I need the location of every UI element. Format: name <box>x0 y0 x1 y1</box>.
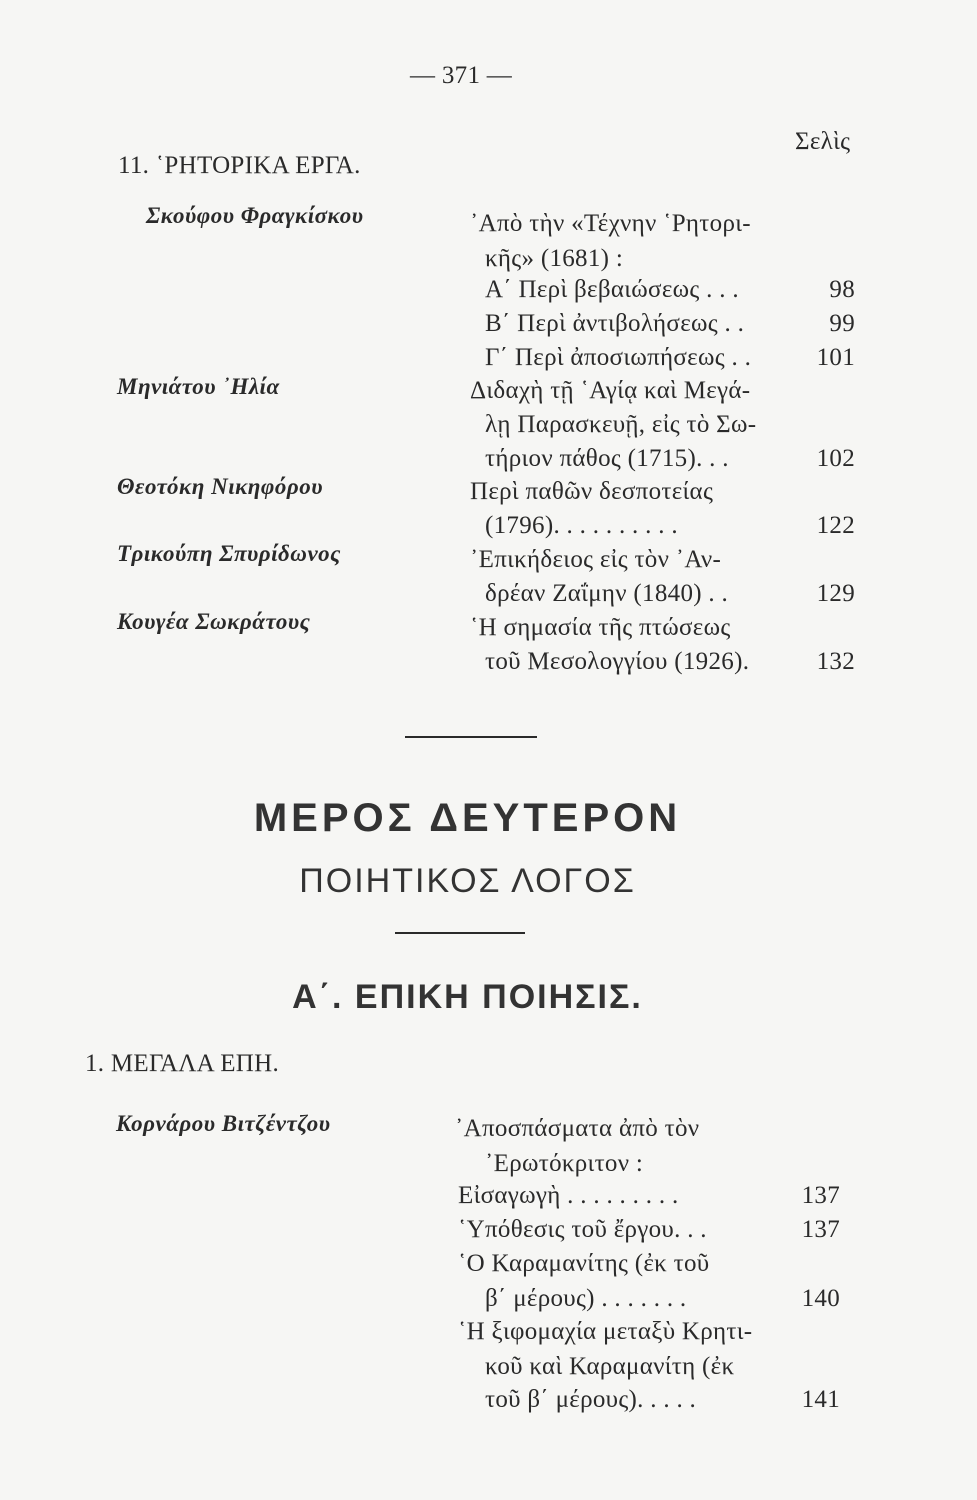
title-line: β΄ μέρους) . . . . . . . <box>485 1285 687 1312</box>
title-line: ᾿Επικήδειος εἰς τὸν ᾿Αν- <box>470 546 722 573</box>
page-ref: 129 <box>816 580 855 607</box>
page-ref: 102 <box>816 445 855 472</box>
author-name: Τρικούπη Σπυρίδωνος <box>117 541 341 566</box>
column-label: Σελὶς <box>795 128 851 155</box>
divider <box>395 932 525 934</box>
divider <box>405 736 537 738</box>
title-line: τήριον πάθος (1715). . . <box>485 445 729 472</box>
title-line: ᾿Απὸ τὴν «Τέχνην ῾Ρητορι- <box>470 210 751 237</box>
title-line: Εἰσαγωγὴ . . . . . . . . . <box>458 1182 679 1209</box>
title-line: κῆς» (1681) : <box>485 245 624 272</box>
title-line: ᾿Αποσπάσματα ἀπὸ τὸν <box>455 1115 700 1142</box>
page-ref: 101 <box>816 344 855 371</box>
part-subtitle: ΠΟΙΗΤΙΚΟΣ ΛΟΓΟΣ <box>299 862 636 900</box>
title-line: (1796). . . . . . . . . . <box>485 512 678 539</box>
part-title: ΜΕΡΟΣ ΔΕΥΤΕΡΟΝ <box>253 796 682 840</box>
page-ref: 122 <box>816 512 855 539</box>
title-line: τοῦ β΄ μέρους). . . . . <box>485 1386 697 1413</box>
page-ref: 137 <box>801 1182 840 1209</box>
title-line: ῾Υπόθεσις τοῦ ἔργου. . . <box>458 1216 707 1243</box>
chapter-title: Α΄. ΕΠΙΚΗ ΠΟΙΗΣΙΣ. <box>292 978 643 1016</box>
title-line: κοῦ καὶ Καραμανίτη (ἐκ <box>485 1353 735 1380</box>
author-name: Θεοτόκη Νικηφόρου <box>117 474 323 499</box>
page-number: — 371 — <box>410 62 513 89</box>
title-line: ῾Ο Καραμανίτης (ἐκ τοῦ <box>458 1250 710 1277</box>
title-line: ᾿Ερωτόκριτον : <box>485 1150 644 1177</box>
author-name: Κορνάρου Βιτζέντζου <box>116 1111 331 1136</box>
author-name: Κουγέα Σωκράτους <box>117 609 311 634</box>
title-line: Γ΄ Περὶ ἀποσιωπήσεως . . <box>485 344 752 371</box>
page-ref: 98 <box>829 276 855 303</box>
page-ref: 99 <box>829 310 855 337</box>
title-line: Περὶ παθῶν δεσποτείας <box>470 478 714 505</box>
title-line: τοῦ Μεσολογγίου (1926). <box>485 648 750 675</box>
title-line: Α΄ Περὶ βεβαιώσεως . . . <box>485 276 739 303</box>
title-line: λῃ Παρασκευῇ, εἰς τὸ Σω- <box>485 411 757 438</box>
author-name: Μηνιάτου ᾿Ηλία <box>117 374 280 399</box>
section-heading: 11. ῾ΡΗΤΟΡΙΚΑ ΕΡΓΑ. <box>118 152 361 179</box>
title-line: Β΄ Περὶ ἀντιβολήσεως . . <box>485 310 745 337</box>
title-line: ῾Η σημασία τῆς πτώσεως <box>470 614 731 641</box>
title-line: ῾Η ξιφομαχία μεταξὺ Κρητι- <box>458 1318 753 1345</box>
title-line: δρέαν Ζαΐμην (1840) . . <box>485 580 729 607</box>
page-ref: 137 <box>801 1216 840 1243</box>
page-ref: 141 <box>801 1386 840 1413</box>
section-heading: 1. ΜΕΓΑΛΑ ΕΠΗ. <box>85 1050 280 1077</box>
title-line: Διδαχὴ τῇ ῾Αγίᾳ καὶ Μεγά- <box>470 377 751 404</box>
author-name: Σκούφου Φραγκίσκου <box>146 203 364 228</box>
page-ref: 140 <box>801 1285 840 1312</box>
page-ref: 132 <box>816 648 855 675</box>
